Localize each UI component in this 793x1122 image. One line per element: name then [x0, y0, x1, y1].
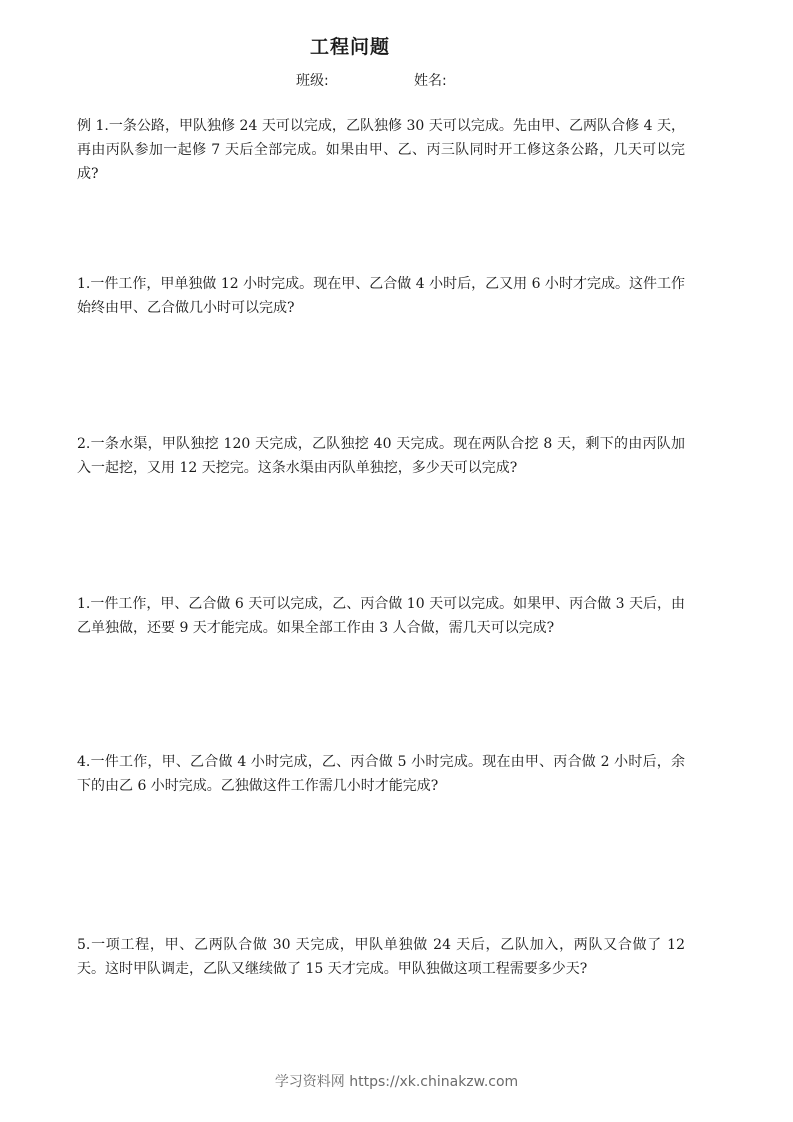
footer-watermark: 学习资料网 https://xk.chinakzw.com [274, 1074, 519, 1090]
problem-3: 1.一件工作，甲、乙合做 6 天可以完成，乙、丙合做 10 天可以完成。如果甲、丙合做 3 天后，由乙单独做，还要 9 天才能完成。如果全部工作由 3 人合做，需几天可以完成? [77, 596, 685, 636]
problem-1: 1.一件工作，甲单独做 12 小时完成。现在甲、乙合做 4 小时后，乙又用 6 小时才完成。这件工作始终由甲、乙合做几小时可以完成? [77, 276, 685, 316]
class-label: 班级: [296, 73, 329, 89]
problem-4: 4.一件工作，甲、乙合做 4 小时完成，乙、丙合做 5 小时完成。现在由甲、丙合做 2 小时后，余下的由乙 6 小时完成。乙独做这件工作需几小时才能完成? [77, 754, 685, 794]
problem-5: 5.一项工程，甲、乙两队合做 30 天完成，甲队单独做 24 天后，乙队加入，两队又合做了 12 天。这时甲队调走，乙队又继续做了 15 天才完成。甲队独做这项工程需要多少天? [77, 937, 685, 977]
problem-example-1: 例 1.一条公路，甲队独修 24 天可以完成，乙队独修 30 天可以完成。先由甲、乙两队合修 4 天，再由丙队参加一起修 7 天后全部完成。如果由甲、乙、丙三队同时开工修这条公路，几天可以完成? [77, 118, 685, 182]
worksheet-title: 工程问题 [309, 36, 390, 58]
name-label: 姓名: [414, 73, 447, 89]
problem-2: 2.一条水渠，甲队独挖 120 天完成，乙队独挖 40 天完成。现在两队合挖 8 天，剩下的由丙队加入一起挖，又用 12 天挖完。这条水渠由丙队单独挖，多少天可以完成? [77, 436, 685, 476]
